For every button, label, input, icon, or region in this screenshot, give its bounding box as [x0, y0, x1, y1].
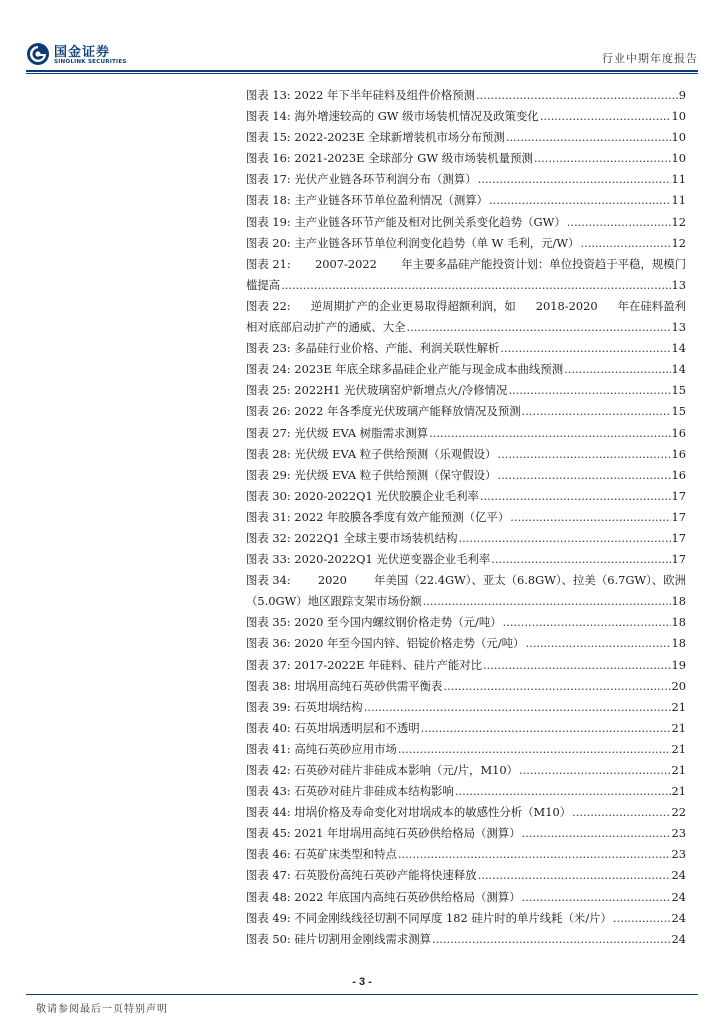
footer-divider: [26, 994, 698, 995]
toc-entry-text: 图表 17: 光伏产业链各环节利润分布（测算）: [246, 172, 477, 187]
leader-dots: [506, 127, 671, 148]
leader-dots: [421, 718, 671, 739]
toc-entry[interactable]: [246, 887, 686, 908]
toc-entry[interactable]: [246, 528, 686, 549]
toc-entry-text: 图表 32: 2022Q1 全球主要市场装机结构: [246, 530, 458, 545]
toc-page-number: 24: [671, 889, 686, 904]
leader-dots: [500, 338, 670, 359]
leader-dots: [429, 423, 670, 444]
toc-entry-text: 图表 15: 2022-2023E 全球新增装机市场分布预测: [246, 130, 505, 145]
toc-entry[interactable]: [246, 359, 686, 380]
toc-entry-text: 图表 50: 硅片切割用金刚线需求测算: [246, 931, 432, 946]
toc-entry-text: 年在硅料盈利: [617, 298, 686, 313]
leader-dots: [564, 359, 670, 380]
toc-entry-text: 图表 39: 石英坩埚结构: [246, 699, 363, 714]
toc-entry[interactable]: [246, 148, 686, 169]
page-header: [26, 38, 698, 70]
brand-name-cn: 国金证券: [54, 45, 111, 60]
toc-page-number: 24: [671, 931, 686, 946]
page-number: - 3 -: [352, 976, 372, 988]
toc-page-number: 16: [671, 425, 686, 440]
leader-dots: [613, 908, 671, 929]
toc-entry-text: 槛提高: [246, 277, 281, 292]
toc-page-number: 23: [671, 826, 686, 841]
toc-page-number: 15: [671, 383, 686, 398]
leader-dots: [364, 697, 671, 718]
toc-entry[interactable]: [246, 633, 686, 654]
toc-entry-text: 图表 22:: [246, 298, 291, 313]
toc-entry[interactable]: [246, 423, 686, 444]
toc-entry-text: 图表 33: 2020-2022Q1 光伏逆变器企业毛利率: [246, 552, 491, 567]
leader-dots: [455, 781, 671, 802]
toc-entry[interactable]: [246, 190, 686, 211]
leader-dots: [525, 633, 670, 654]
toc-page-number: 14: [671, 341, 686, 356]
leader-dots: [478, 865, 671, 886]
toc-page-number: 19: [671, 657, 686, 672]
toc-entry[interactable]: [246, 802, 686, 823]
brand-logo: [26, 42, 138, 70]
toc-entry-text: 图表 41: 高纯石英砂应用市场: [246, 741, 397, 756]
toc-page-number: 21: [671, 720, 686, 735]
leader-dots: [281, 275, 670, 296]
leader-dots: [497, 444, 670, 465]
toc-entry[interactable]: [246, 676, 686, 697]
toc-page-number: 16: [671, 446, 686, 461]
toc-entry-text: 年主要多晶硅产能投资计划：单位投资趋于平稳，规模门: [401, 256, 686, 271]
toc-entry-text: 年美国（22.4GW）、亚太（6.8GW）、拉美（6.7GW）、欧洲: [374, 573, 686, 588]
toc-entry[interactable]: [246, 865, 686, 886]
toc-entry[interactable]: [246, 338, 686, 359]
toc-page-number: 15: [671, 404, 686, 419]
toc-entry[interactable]: [246, 465, 686, 486]
toc-entry-text: 图表 25: 2022H1 光伏玻璃窑炉新增点火/冷修情况: [246, 383, 508, 398]
toc-page-number: 9: [678, 88, 686, 102]
leader-dots: [510, 507, 670, 528]
toc-entry[interactable]: [246, 823, 686, 844]
toc-entry[interactable]: [246, 507, 686, 528]
toc-entry-text: 图表 45: 2021 年坩埚用高纯石英砂供给格局（测算）: [246, 826, 521, 841]
sinolink-logo-icon: [26, 42, 50, 66]
leader-dots: [406, 317, 670, 338]
toc-entry[interactable]: [246, 929, 686, 950]
toc-page-number: 11: [671, 193, 686, 208]
toc-entry-text: 图表 21:: [246, 256, 291, 271]
leader-dots: [503, 612, 671, 633]
leader-dots: [398, 844, 671, 865]
leader-dots: [476, 85, 678, 106]
toc-entry-text: 图表 18: 主产业链各环节单位盈利情况（测算）: [246, 193, 488, 208]
toc-entry-text: 图表 19: 主产业链各环节产能及相对比例关系变化趋势（GW）: [246, 214, 566, 229]
toc-entry-text: 图表 20: 主产业链各环节单位利润变化趋势（单 W 毛利，元/W）: [246, 235, 580, 250]
toc-entry-text: 图表 48: 2022 年底国内高纯石英砂供给格局（测算）: [246, 889, 521, 904]
toc-page-number: 18: [671, 594, 686, 609]
toc-page-number: 12: [671, 235, 686, 250]
header-divider-thin: [26, 73, 698, 74]
header-divider: [26, 70, 698, 72]
toc-entry[interactable]: [246, 380, 686, 401]
figure-index: [246, 85, 686, 950]
toc-page-number: 16: [671, 467, 686, 482]
toc-entry-text: 图表 16: 2021-2023E 全球部分 GW 级市场装机量预测: [246, 151, 533, 166]
toc-entry-multiline[interactable]: [246, 570, 686, 612]
toc-entry[interactable]: [246, 233, 686, 254]
toc-page-number: 17: [671, 488, 686, 503]
toc-page-number: 21: [671, 699, 686, 714]
toc-entry-text: 2018-2020: [535, 298, 598, 313]
toc-entry-multiline[interactable]: [246, 296, 686, 338]
toc-entry-text: 图表 24: 2023E 年底全球多晶硅企业产能与现金成本曲线预测: [246, 362, 564, 377]
toc-page-number: 20: [671, 678, 686, 693]
toc-page-number: 24: [671, 910, 686, 925]
toc-entry-text: （5.0GW）地区跟踪支架市场份额: [246, 594, 422, 609]
toc-entry-text: 图表 43: 石英砂对硅片非硅成本结构影响: [246, 784, 454, 799]
toc-page-number: 24: [671, 868, 686, 883]
leader-dots: [508, 380, 670, 401]
leader-dots: [519, 760, 671, 781]
toc-page-number: 22: [671, 805, 686, 820]
leader-dots: [540, 106, 671, 127]
leader-dots: [480, 486, 671, 507]
toc-page-number: 13: [671, 320, 686, 335]
toc-page-number: 10: [671, 130, 686, 145]
toc-entry[interactable]: [246, 169, 686, 190]
toc-entry-text: 图表 29: 光伏级 EVA 粒子供给预测（保守假设）: [246, 467, 497, 482]
toc-page-number: 17: [671, 530, 686, 545]
toc-page-number: 11: [671, 172, 686, 187]
toc-entry-text: 逆周期扩产的企业更易取得超额利润，如: [310, 298, 516, 313]
toc-entry[interactable]: [246, 106, 686, 127]
toc-entry[interactable]: [246, 739, 686, 760]
toc-entry[interactable]: [246, 401, 686, 422]
leader-dots: [534, 148, 671, 169]
toc-page-number: 23: [671, 847, 686, 862]
leader-dots: [478, 169, 671, 190]
toc-entry-text: 图表 36: 2020 年至今国内锌、铝锭价格走势（元/吨）: [246, 636, 525, 651]
toc-entry[interactable]: [246, 718, 686, 739]
toc-entry[interactable]: [246, 212, 686, 233]
toc-page-number: 18: [671, 615, 686, 630]
toc-entry-text: 图表 37: 2017-2022E 年硅料、硅片产能对比: [246, 657, 483, 672]
toc-entry[interactable]: [246, 444, 686, 465]
toc-entry[interactable]: [246, 655, 686, 676]
toc-entry[interactable]: [246, 781, 686, 802]
leader-dots: [491, 549, 670, 570]
toc-entry-text: 图表 14: 海外增速较高的 GW 级市场装机情况及政策变化: [246, 109, 539, 124]
toc-entry-text: 图表 44: 坩埚价格及寿命变化对坩埚成本的敏感性分析（M10）: [246, 805, 572, 820]
toc-entry-multiline[interactable]: [246, 254, 686, 296]
toc-entry-text: 图表 47: 石英股份高纯石英砂产能将快速释放: [246, 868, 477, 883]
toc-entry-text: 图表 23: 多晶硅行业价格、产能、利润关联性解析: [246, 341, 500, 356]
toc-entry-text: 图表 35: 2020 至今国内螺纹钢价格走势（元/吨）: [246, 615, 502, 630]
toc-entry[interactable]: [246, 486, 686, 507]
leader-dots: [580, 233, 670, 254]
toc-entry[interactable]: [246, 697, 686, 718]
toc-entry-text: 图表 30: 2020-2022Q1 光伏胶膜企业毛利率: [246, 488, 479, 503]
toc-entry-text: 图表 34:: [246, 573, 291, 588]
leader-dots: [522, 823, 671, 844]
toc-page-number: 12: [671, 214, 686, 229]
leader-dots: [443, 676, 670, 697]
toc-page-number: 21: [671, 784, 686, 799]
leader-dots: [458, 528, 670, 549]
toc-entry-text: 图表 38: 坩埚用高纯石英砂供需平衡表: [246, 678, 443, 693]
toc-entry-text: 图表 42: 石英砂对硅片非硅成本影响（元/片，M10）: [246, 763, 518, 777]
toc-entry-text: 图表 28: 光伏级 EVA 粒子供给预测（乐观假设）: [246, 446, 497, 461]
toc-entry-text: 图表 27: 光伏级 EVA 树脂需求测算: [246, 425, 429, 440]
leader-dots: [522, 401, 671, 422]
toc-entry[interactable]: [246, 127, 686, 148]
brand-name-en: SINOLINK SECURITIES: [54, 59, 127, 65]
leader-dots: [567, 212, 671, 233]
toc-page-number: 21: [671, 763, 686, 777]
toc-entry[interactable]: [246, 760, 686, 781]
leader-dots: [497, 465, 670, 486]
toc-entry-text: 图表 26: 2022 年各季度光伏玻璃产能释放情况及预测: [246, 404, 521, 419]
toc-page-number: 13: [671, 277, 686, 292]
toc-page-number: 21: [671, 741, 686, 756]
disclaimer-note: 敬请参阅最后一页特别声明: [36, 1004, 168, 1015]
toc-entry[interactable]: [246, 85, 686, 106]
report-type-label: 行业中期年度报告: [602, 52, 698, 65]
leader-dots: [489, 190, 671, 211]
toc-entry-text: 图表 13: 2022 年下半年硅料及组件价格预测: [246, 88, 476, 102]
toc-entry[interactable]: [246, 844, 686, 865]
leader-dots: [423, 591, 671, 612]
leader-dots: [432, 929, 670, 950]
toc-entry-text: 图表 31: 2022 年胶膜各季度有效产能预测（亿平）: [246, 509, 510, 524]
toc-entry-text: 2007-2022: [315, 256, 377, 271]
toc-entry[interactable]: [246, 612, 686, 633]
toc-page-number: 17: [671, 552, 686, 567]
toc-entry-text: 相对底部启动扩产的通威、大全: [246, 320, 406, 335]
toc-entry-text: 2020: [317, 573, 347, 588]
toc-page-number: 17: [671, 509, 686, 524]
toc-page-number: 10: [671, 109, 686, 124]
leader-dots: [522, 887, 671, 908]
toc-page-number: 18: [671, 636, 686, 651]
leader-dots: [483, 655, 670, 676]
toc-entry[interactable]: [246, 549, 686, 570]
toc-page-number: 10: [671, 151, 686, 166]
toc-entry[interactable]: [246, 908, 686, 929]
toc-entry-text: 图表 40: 石英坩埚透明层和不透明: [246, 720, 420, 735]
toc-entry-text: 图表 46: 石英矿床类型和特点: [246, 847, 397, 862]
leader-dots: [572, 802, 670, 823]
toc-entry-text: 图表 49: 不同金刚线线径切割不同厚度 182 硅片时的单片线耗（米/片）: [246, 910, 612, 925]
toc-page-number: 14: [671, 362, 686, 377]
leader-dots: [398, 739, 671, 760]
